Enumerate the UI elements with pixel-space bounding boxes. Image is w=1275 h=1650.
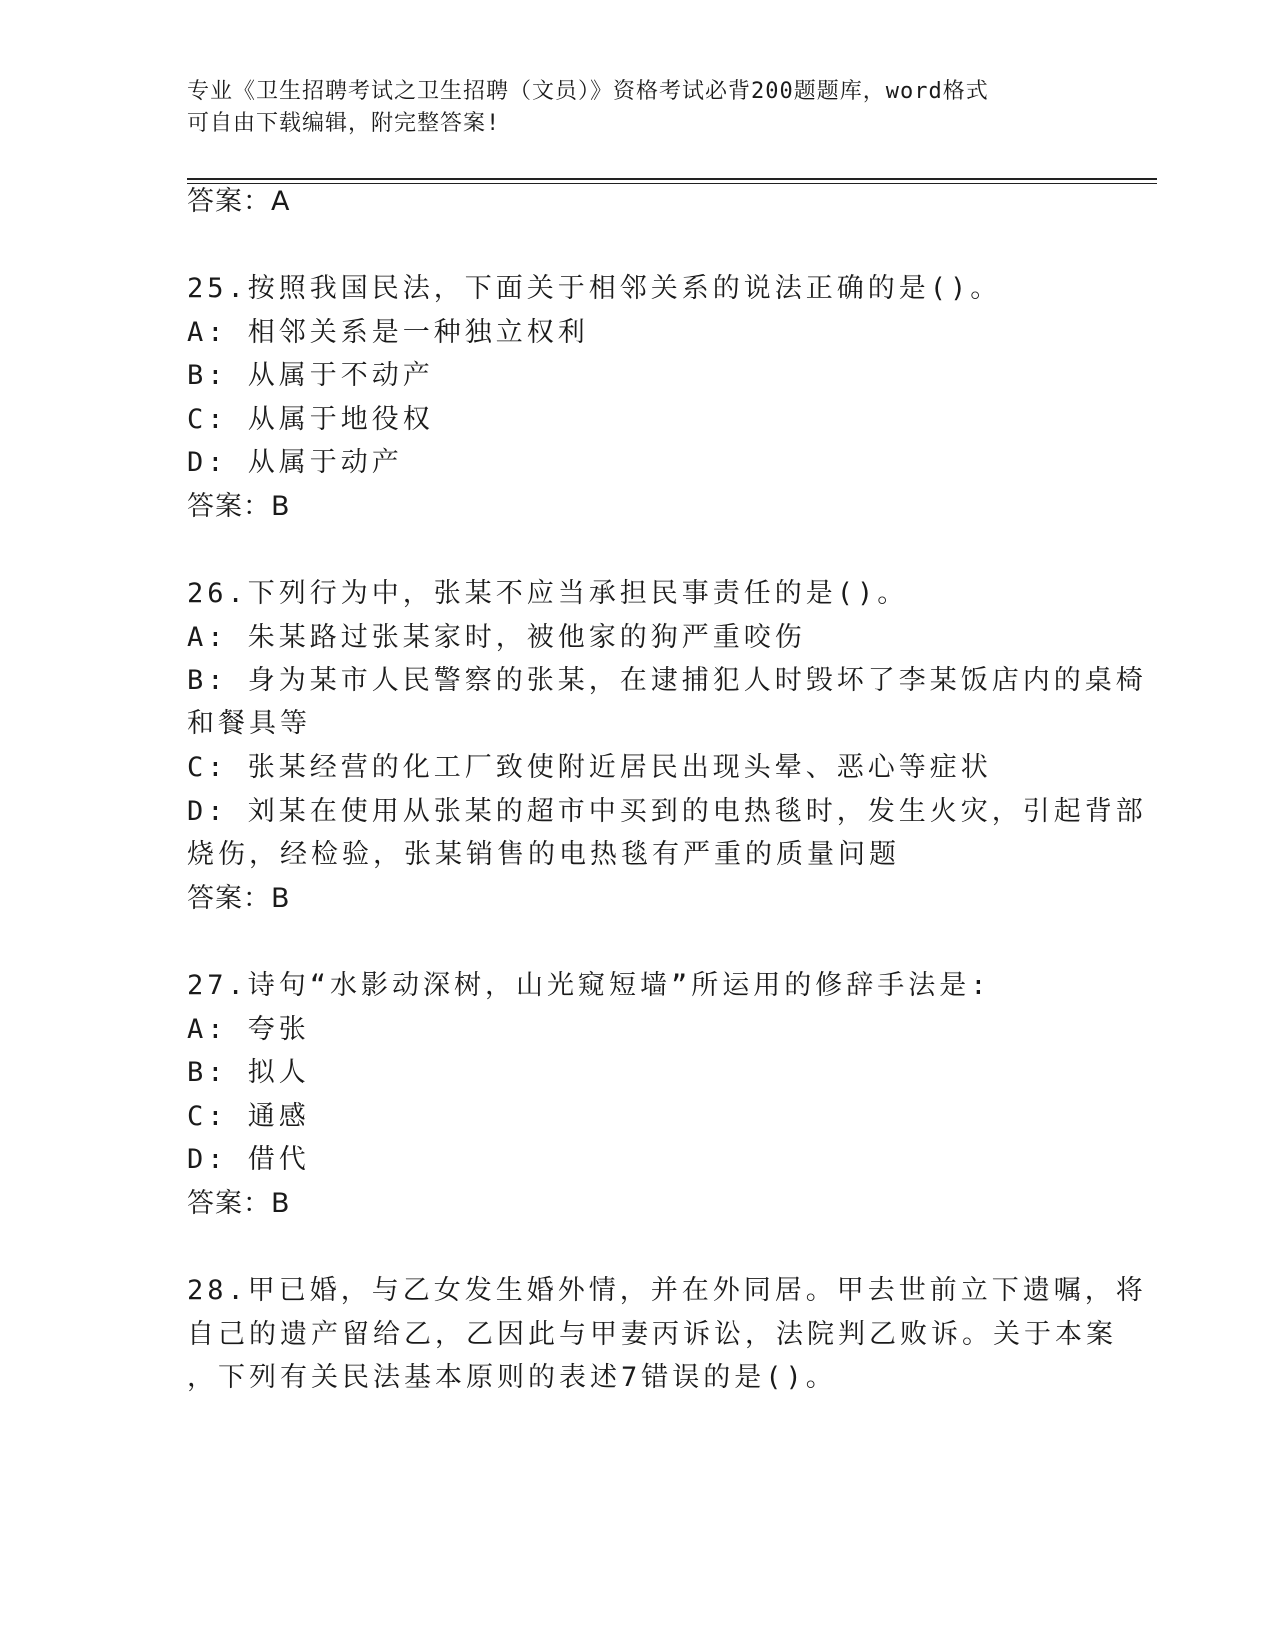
question-26-option-b-cont: 和餐具等 [187, 708, 311, 739]
question-26-option-d-cont: 烧伤，经检验，张某销售的电热毯有严重的质量问题 [187, 839, 900, 870]
question-25-option-b: B: 从属于不动产 [187, 360, 434, 391]
header-line-1: 专业《卫生招聘考试之卫生招聘（文员）》资格考试必背200题题库，word格式 [187, 79, 989, 104]
question-25-option-d: D: 从属于动产 [187, 447, 403, 478]
header-divider-thin [187, 183, 1157, 184]
question-28-stem-line-2: 自己的遗产留给乙，乙因此与甲妻丙诉讼，法院判乙败诉。关于本案 [187, 1319, 1117, 1350]
question-28-stem-line-3: ，下列有关民法基本原则的表述7错误的是()。 [187, 1362, 837, 1393]
document-header [187, 76, 1087, 140]
question-27-option-d: D: 借代 [187, 1144, 310, 1175]
question-26-stem: 26.下列行为中，张某不应当承担民事责任的是()。 [187, 578, 909, 609]
question-26-option-c: C: 张某经营的化工厂致使附近居民出现头晕、恶心等症状 [187, 752, 992, 783]
question-26-option-a: A: 朱某路过张某家时，被他家的狗严重咬伤 [187, 622, 806, 653]
question-26-option-b: B: 身为某市人民警察的张某，在逮捕犯人时毁坏了李某饭店内的桌椅 [187, 665, 1147, 696]
question-26-option-d: D: 刘某在使用从张某的超市中买到的电热毯时，发生火灾，引起背部 [187, 796, 1147, 827]
question-27-option-b: B: 拟人 [187, 1057, 310, 1088]
question-27-stem: 27.诗句“水影动深树，山光窥短墙”所运用的修辞手法是: [187, 970, 991, 1001]
answer-27: 答案：B [187, 1188, 291, 1219]
answer-24: 答案：A [187, 186, 291, 217]
header-divider-thick [187, 178, 1157, 180]
question-25-option-c: C: 从属于地役权 [187, 404, 434, 435]
answer-26: 答案：B [187, 883, 291, 914]
question-27-option-a: A: 夸张 [187, 1014, 310, 1045]
question-27-option-c: C: 通感 [187, 1101, 310, 1132]
answer-25: 答案：B [187, 491, 291, 522]
header-line-2: 可自由下载编辑，附完整答案! [187, 111, 501, 136]
question-25-option-a: A: 相邻关系是一种独立权利 [187, 317, 589, 348]
question-28-stem-line-1: 28.甲已婚，与乙女发生婚外情，并在外同居。甲去世前立下遗嘱，将 [187, 1275, 1147, 1306]
question-25-stem: 25.按照我国民法，下面关于相邻关系的说法正确的是()。 [187, 273, 1002, 304]
